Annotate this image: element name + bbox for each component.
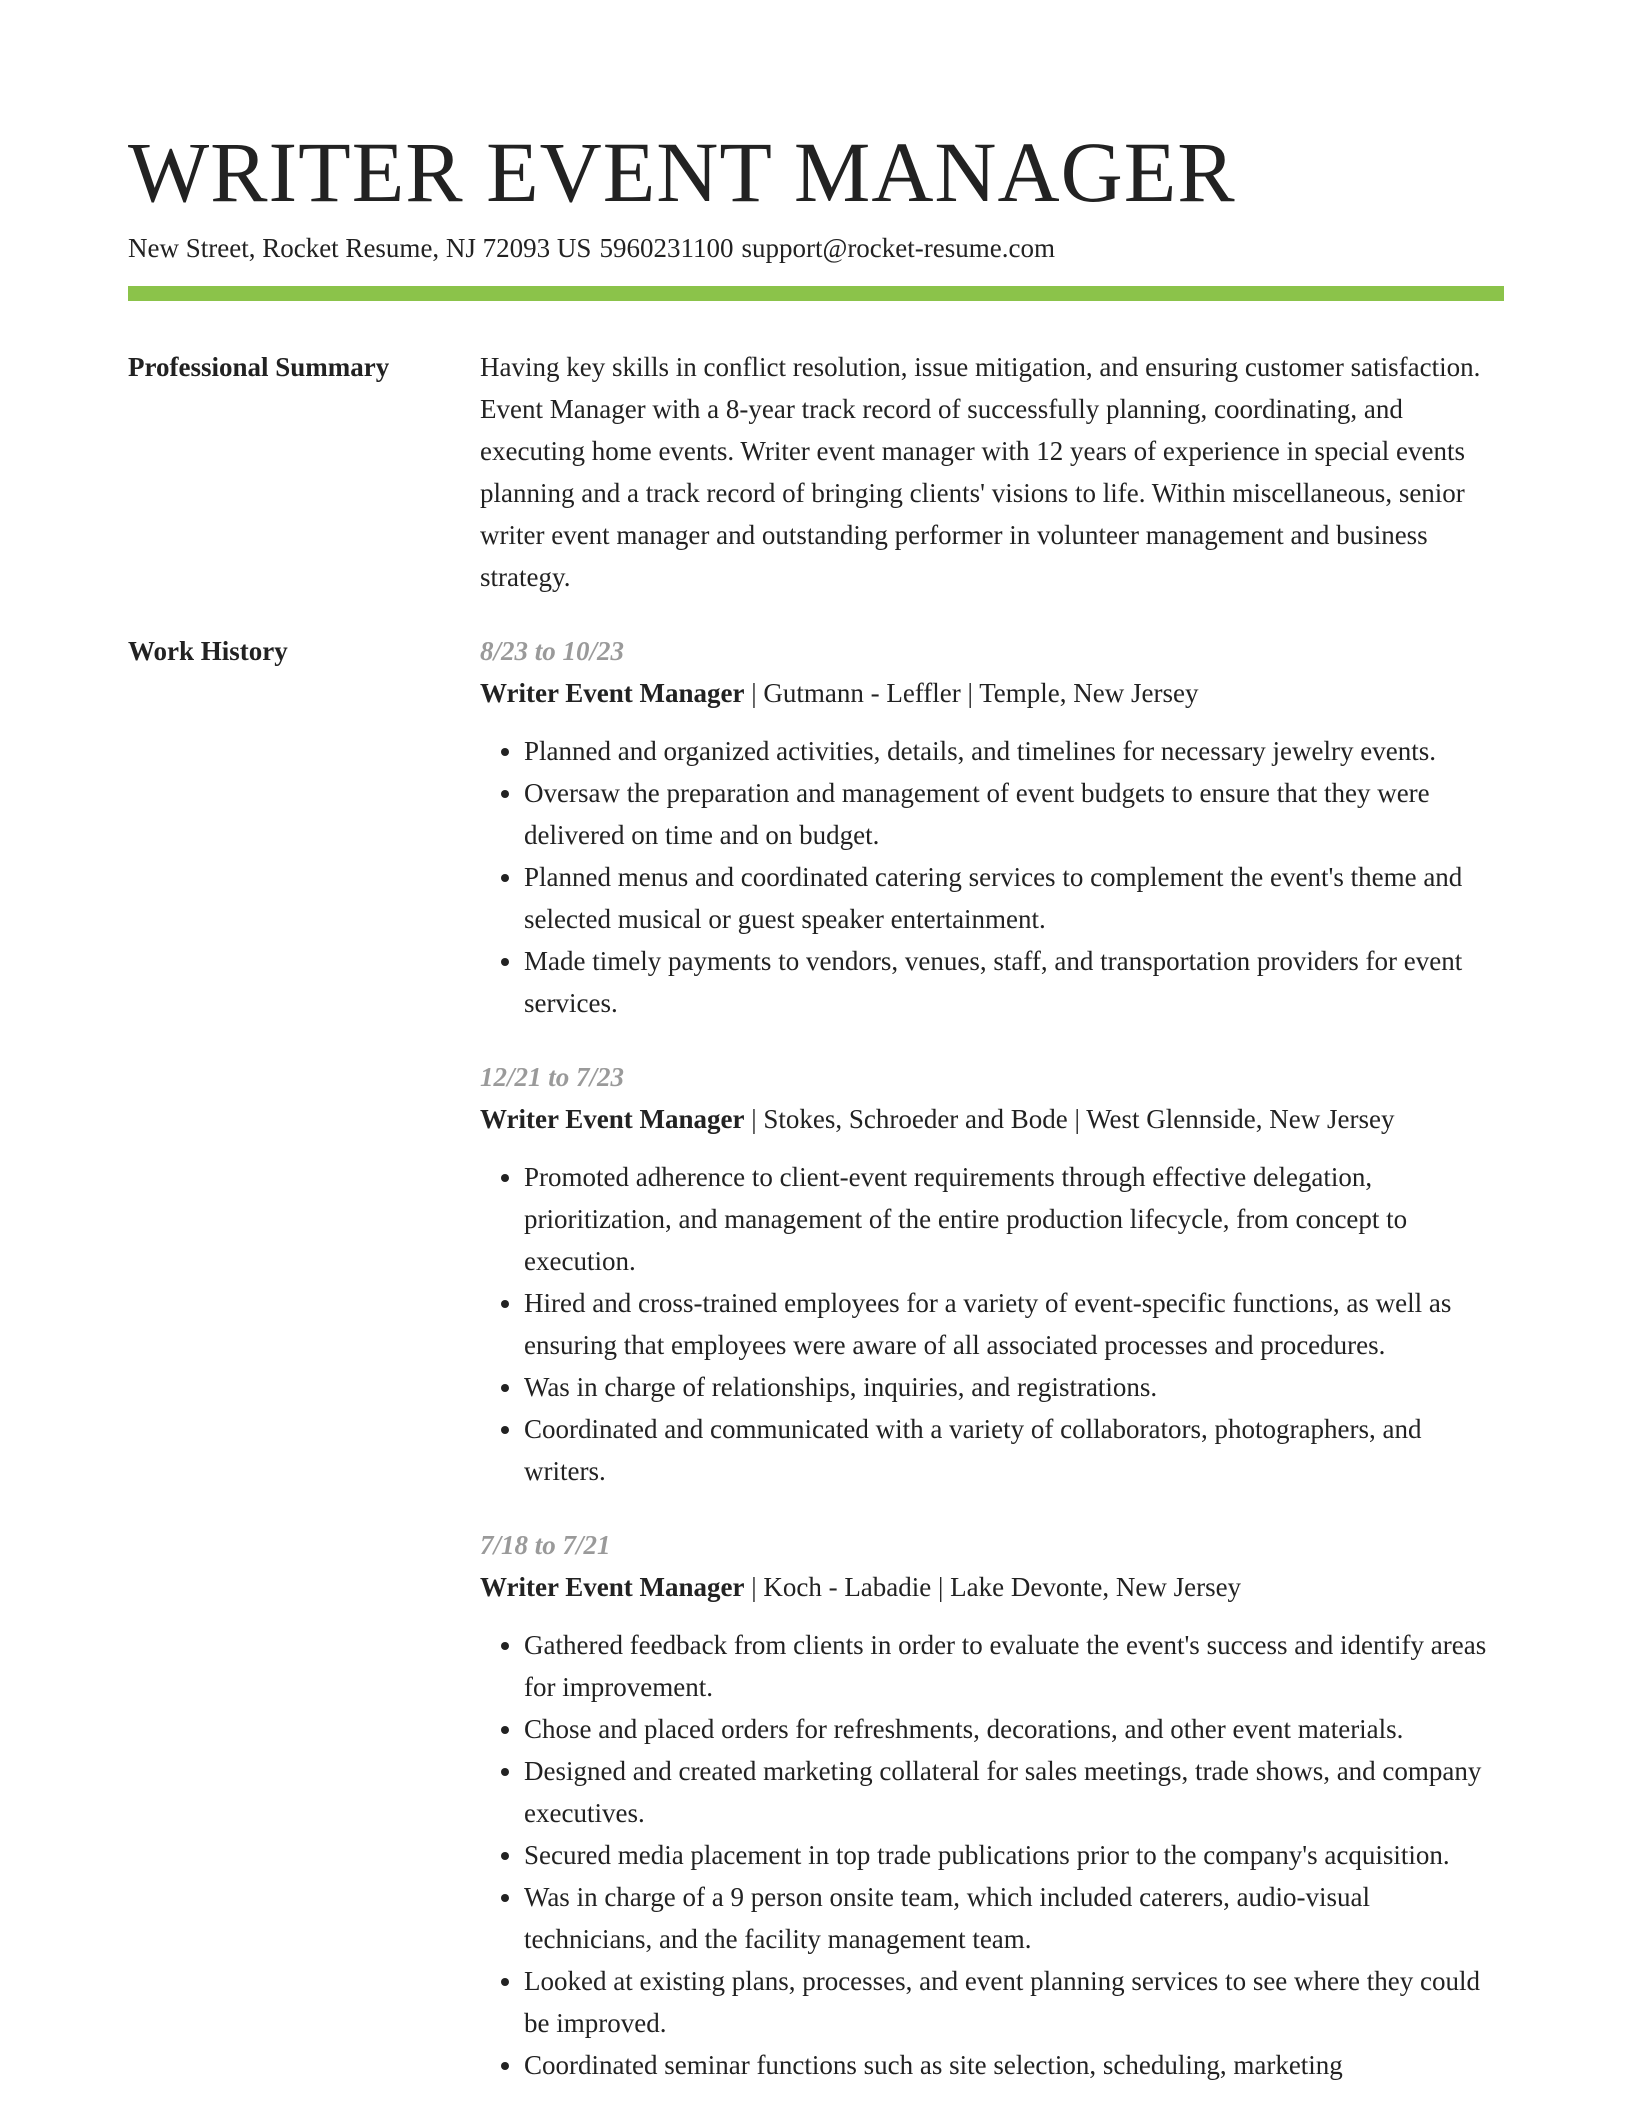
job-location: West Glennside, New Jersey	[1086, 1104, 1395, 1134]
job-bullet: • Coordinated seminar functions such as site selection, scheduling, marketing	[524, 2044, 1504, 2086]
job-bullet: • Designed and created marketing collateral for sales meetings, trade shows, and company executives.	[524, 1750, 1504, 1834]
contact-line	[128, 230, 1063, 266]
job-bullet: • Promoted adherence to client-event requirements through effective delegation, prioritization, and management of the entire production lifecycle, from concept to execution.	[524, 1156, 1504, 1282]
work-history-body	[480, 630, 1504, 2118]
job-dates: 12/21 to 7/23	[480, 1062, 625, 1092]
job-company: Stokes, Schroeder and Bode	[763, 1104, 1068, 1134]
job-dates: 7/18 to 7/21	[480, 1530, 611, 1560]
contact-phone: 5960231100	[599, 233, 734, 263]
job-bullets	[480, 1156, 1504, 1492]
candidate-name: WRITER EVENT MANAGER	[128, 124, 1236, 220]
separator: |	[1074, 1104, 1080, 1134]
summary-text: Having key skills in conflict resolution, issue mitigation, and ensuring customer satisfaction. Event Manager with a 8-year track record of successfully planning, coordinating, and executing home events. Writer event manager with 12 years of experience in special events planning and a track record of bringing clients' visions to life. Within miscellaneous, senior writer event manager and outstanding performer in volunteer management and business strategy.	[480, 352, 1481, 592]
separator: |	[751, 1104, 757, 1134]
separator: |	[938, 1572, 944, 1602]
job-company: Gutmann - Leffler	[763, 678, 961, 708]
job-title: Writer Event Manager	[480, 678, 745, 708]
summary-body	[480, 346, 1504, 598]
job-role-line	[480, 1098, 1504, 1140]
job-bullet: • Chose and placed orders for refreshments, decorations, and other event materials.	[524, 1708, 1504, 1750]
job-company: Koch - Labadie	[763, 1572, 932, 1602]
job-role-line	[480, 672, 1504, 714]
job-bullets	[480, 730, 1504, 1024]
job-bullets	[480, 1624, 1504, 2086]
job-bullet: • Looked at existing plans, processes, and event planning services to see where they could be improved.	[524, 1960, 1504, 2044]
job-bullet: • Oversaw the preparation and management of event budgets to ensure that they were delivered on time and on budget.	[524, 772, 1504, 856]
job-entry	[480, 630, 1504, 1024]
section-label-work-history: Work History	[128, 636, 288, 666]
job-location: Temple, New Jersey	[979, 678, 1199, 708]
job-role-line	[480, 1566, 1504, 1608]
separator: |	[751, 678, 757, 708]
job-entry	[480, 1056, 1504, 1492]
job-bullet: • Planned menus and coordinated catering services to complement the event's theme and selected musical or guest speaker entertainment.	[524, 856, 1504, 940]
header-divider	[128, 286, 1504, 301]
job-bullet: • Gathered feedback from clients in order to evaluate the event's success and identify areas for improvement.	[524, 1624, 1504, 1708]
job-bullet: • Hired and cross-trained employees for a variety of event-specific functions, as well as ensuring that employees were aware of all associated processes and procedures.	[524, 1282, 1504, 1366]
contact-email: support@rocket-resume.com	[741, 233, 1055, 263]
separator: |	[751, 1572, 757, 1602]
job-location: Lake Devonte, New Jersey	[950, 1572, 1242, 1602]
job-bullet: • Made timely payments to vendors, venues, staff, and transportation providers for event services.	[524, 940, 1504, 1024]
job-entry	[480, 1524, 1504, 2086]
contact-address: New Street, Rocket Resume, NJ 72093 US	[128, 233, 592, 263]
job-bullet: • Secured media placement in top trade publications prior to the company's acquisition.	[524, 1834, 1504, 1876]
job-title: Writer Event Manager	[480, 1572, 745, 1602]
job-dates: 8/23 to 10/23	[480, 636, 625, 666]
separator: |	[967, 678, 973, 708]
job-bullet: • Planned and organized activities, details, and timelines for necessary jewelry events.	[524, 730, 1504, 772]
job-bullet: • Coordinated and communicated with a variety of collaborators, photographers, and writers.	[524, 1408, 1504, 1492]
job-bullet: • Was in charge of a 9 person onsite team, which included caterers, audio-visual technicians, and the facility management team.	[524, 1876, 1504, 1960]
section-label-summary: Professional Summary	[128, 352, 390, 382]
job-bullet: • Was in charge of relationships, inquiries, and registrations.	[524, 1366, 1504, 1408]
job-title: Writer Event Manager	[480, 1104, 745, 1134]
